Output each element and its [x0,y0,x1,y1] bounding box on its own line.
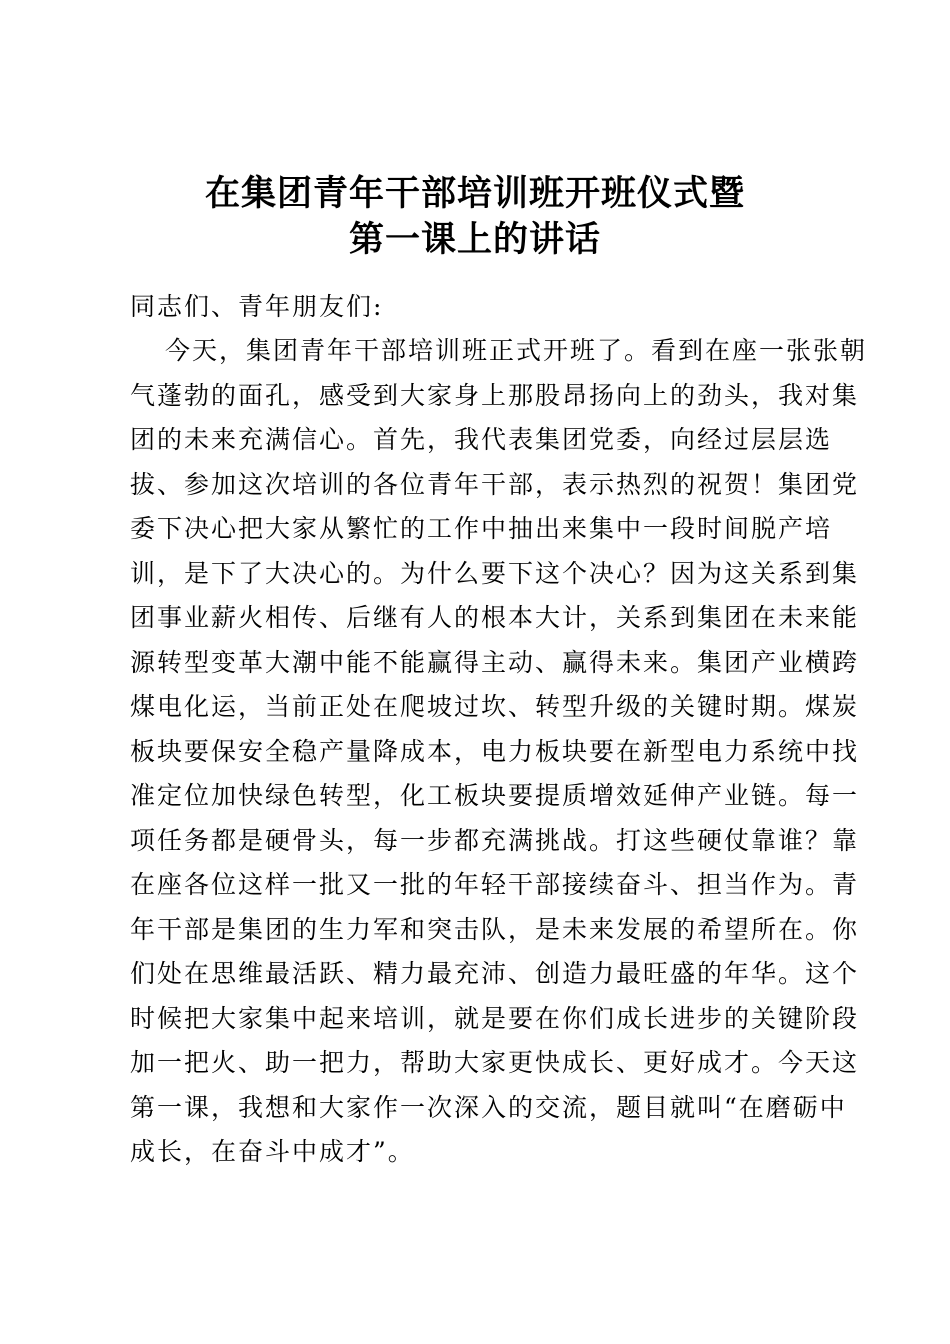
paragraph-line: 训，是下了大决心的。为什么要下这个决心？因为这关系到集 [130,558,860,588]
paragraph-line: 板块要保安全稳产量降成本，电力板块要在新型电力系统中找 [130,736,860,766]
paragraph-line: 气蓬勃的面孔，感受到大家身上那股昂扬向上的劲头，我对集 [130,380,860,410]
paragraph-line: 团的未来充满信心。首先，我代表集团党委，向经过层层选 [130,425,833,454]
paragraph-line: 煤电化运，当前正处在爬坡过坎、转型升级的关键时期。煤炭 [130,692,860,721]
paragraph-line: 在座各位这样一批又一批的年轻干部接续奋斗、担当作为。青 [130,870,860,899]
salutation: 同志们、青年朋友们: [130,292,384,321]
paragraph-line: 拔、参加这次培训的各位青年干部，表示热烈的祝贺！集团党 [130,469,860,499]
paragraph-line: 委下决心把大家从繁忙的工作中抽出来集中一段时间脱产培 [130,514,833,543]
paragraph-line: 源转型变革大潮中能不能赢得主动、赢得未来。集团产业横跨 [130,647,860,677]
paragraph-line: 时候把大家集中起来培训，就是要在你们成长进步的关键阶段 [130,1003,860,1033]
speech-title-line-2: 第一课上的讲话 [348,220,601,260]
opening-paragraph [130,329,868,1175]
paragraph-line: 年干部是集团的生力军和突击队，是未来发展的希望所在。你 [130,914,860,944]
paragraph-line: 加一把火、助一把力，帮助大家更快成长、更好成才。今天这 [130,1048,860,1077]
paragraph-line: 第一课，我想和大家作一次深入的交流，题目就叫“在磨砺中 [130,1092,847,1122]
paragraph-line: 们处在思维最活跃、精力最充沛、创造力最旺盛的年华。这个 [130,959,860,988]
speech-title-line-1: 在集团青年干部培训班开班仪式暨 [204,174,745,214]
paragraph-line: 团事业薪火相传、后继有人的根本大计，关系到集团在未来能 [130,603,860,632]
paragraph-line: 项任务都是硬骨头，每一步都充满挑战。打这些硬仗靠谁？靠 [130,825,860,855]
paragraph-line: 准定位加快绿色转型，化工板块要提质增效延伸产业链。每一 [130,781,860,810]
paragraph-line: 成长，在奋斗中成才”。 [130,1137,415,1166]
paragraph-line: 今天，集团青年干部培训班正式开班了。看到在座一张张朝 [165,336,868,365]
